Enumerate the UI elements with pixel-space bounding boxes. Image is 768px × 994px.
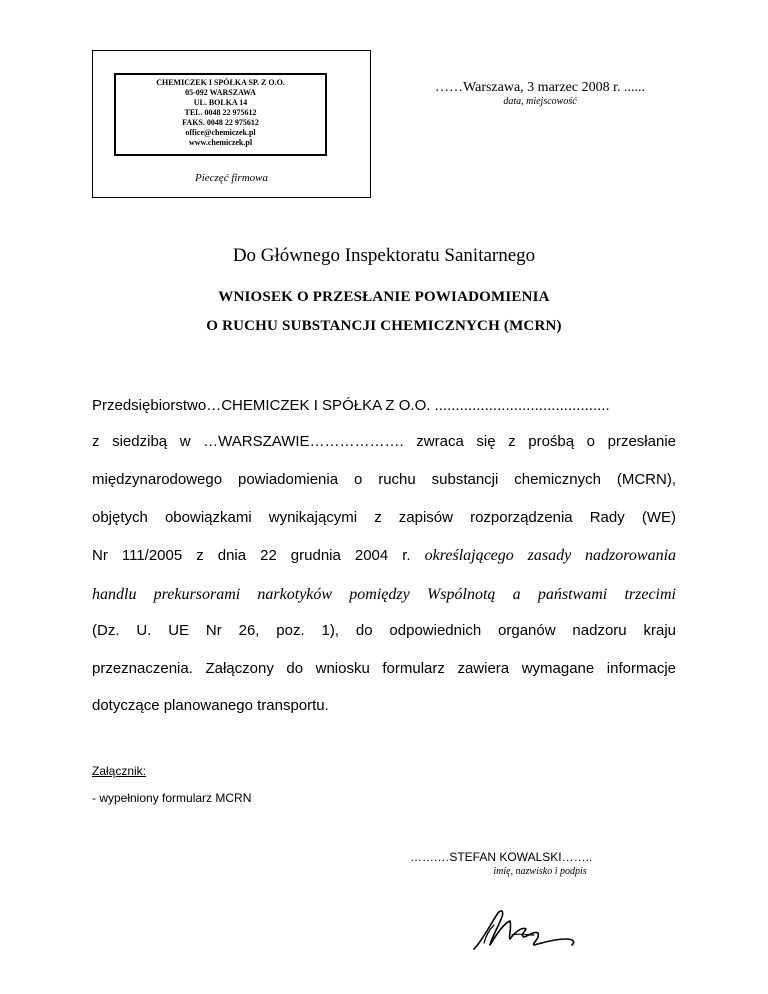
body-line-5-regular: Nr 111/2005 z dnia 22 grudnia 2004 r. — [92, 547, 411, 564]
body-line-7: (Dz. U. UE Nr 26, poz. 1), do odpowiednich organów nadzoru kraju — [92, 622, 676, 639]
document-title-line-2: O RUCHU SUBSTANCJI CHEMICZNYCH (MCRN) — [206, 318, 562, 334]
body-line-1: Przedsiębiorstwo…CHEMICZEK I SPÓŁKA Z O.O. .......................................... — [92, 397, 610, 414]
attachment-label: Załącznik: — [92, 764, 147, 778]
stamp-line: FAKS. 0048 22 975612 — [182, 118, 259, 127]
company-stamp — [114, 73, 327, 156]
stamp-line: www.chemiczek.pl — [188, 138, 253, 147]
stamp-line: CHEMICZEK I SPÓŁKA SP. Z O.O. — [156, 78, 285, 87]
stamp-line: office@chemiczek.pl — [185, 128, 256, 137]
body-line-9: dotyczące planowanego transportu. — [92, 697, 329, 714]
document-title-line-1: WNIOSEK O PRZESŁANIE POWIADOMIENIA — [218, 289, 550, 305]
body-line-5-italic: określającego zasady nadzorowania — [424, 547, 677, 564]
body-line-5 — [92, 547, 676, 565]
attachment-item: - wypełniony formularz MCRN — [92, 791, 252, 805]
stamp-line: UL. BOLKA 14 — [193, 98, 248, 107]
place-date-caption: data, miejscowość — [503, 96, 577, 107]
stamp-line: TEL. 0048 22 975612 — [184, 108, 257, 117]
body-line-8: przeznaczenia. Załączony do wniosku formularz zawiera wymagane informacje — [92, 660, 676, 677]
signer-name: …….…STEFAN KOWALSKI…….. — [410, 850, 593, 864]
body-line-6: handlu prekursorami narkotyków pomiędzy Wspólnotą a państwami trzecimi — [92, 586, 676, 603]
company-stamp-area — [92, 50, 371, 198]
body-line-3: międzynarodowego powiadomienia o ruchu substancji chemicznych (MCRN), — [92, 471, 676, 488]
place-date: ……Warszawa, 3 marzec 2008 r. ...... — [435, 80, 645, 95]
body-line-4: objętych obowiązkami wynikającymi z zapisów rozporządzenia Rady (WE) — [92, 509, 676, 526]
body-line-2: z siedzibą w …WARSZAWIE………………. zwraca się z prośbą o przesłanie — [92, 433, 676, 450]
signer-caption: imię, nazwisko i podpis — [493, 866, 587, 877]
handwritten-signature — [468, 905, 588, 955]
stamp-line: 05-092 WARSZAWA — [185, 88, 256, 97]
stamp-caption: Pieczęć firmowa — [194, 172, 268, 184]
addressee: Do Głównego Inspektoratu Sanitarnego — [232, 245, 536, 266]
